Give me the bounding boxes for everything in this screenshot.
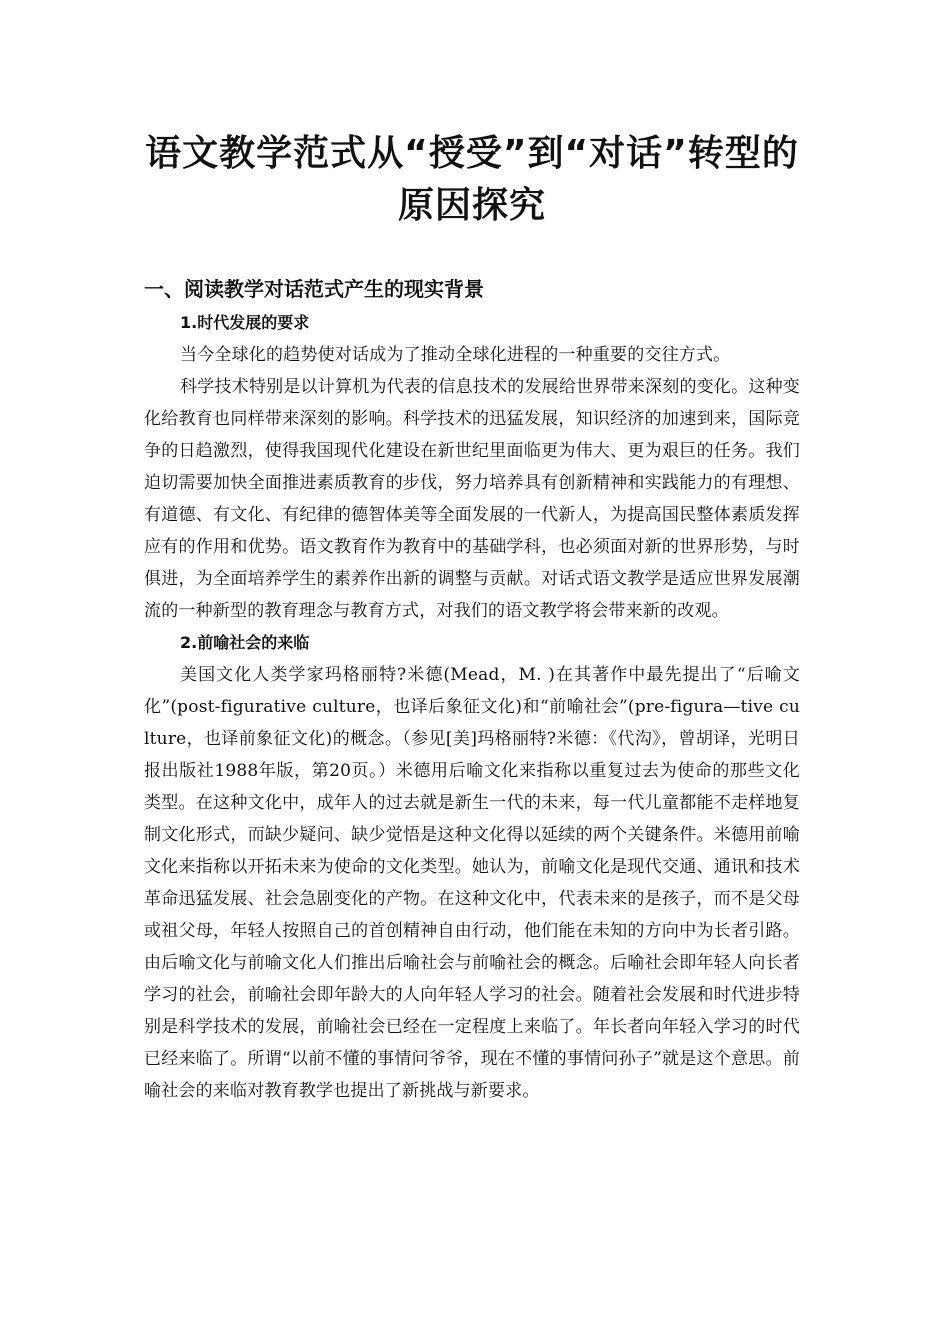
- paragraph: 科学技术特别是以计算机为代表的信息技术的发展给世界带来深刻的变化。这种变化给教育也同样带来深刻的影响。科学技术的迅猛发展，知识经济的加速到来，国际竞争的日趋激烈，使得我国现代化建设在新世纪里面临更为伟大、更为艰巨的任务。我们迫切需要加快全面推进素质教育的步伐，努力培养具有创新精神和实践能力的有理想、有道德、有文化、有纪律的德智体美等全面发展的一代新人，为提高国民整体素质发挥应有的作用和优势。语文教育作为教育中的基础学科，也必须面对新的世界形势，与时俱进，为全面培养学生的素养作出新的调整与贡献。对话式语文教学是适应世界发展潮流的一种新型的教育理念与教育方式，对我们的语文教学将会带来新的改观。: [144, 377, 800, 621]
- paragraph: 当今全球化的趋势使对话成为了推动全球化进程的一种重要的交往方式。: [180, 345, 731, 365]
- section-heading: 一、阅读教学对话范式产生的现实背景: [144, 277, 484, 301]
- subsection-heading: 1.时代发展的要求: [180, 313, 310, 332]
- subsection-heading: 2.前喻社会的来临: [180, 633, 310, 652]
- paragraph: 美国文化人类学家玛格丽特?米德(Mead，M. )在其著作中最先提出了“后喻文化”(post-figurative culture，也译后象征文化)和“前喻社会”(pre-figura—tive culture，也译前象征文化)的概念。（参见[美]玛格丽特?米德：《代沟》，曾胡译，光明日报出版社1988年版，第20页。）米德用后喻文化来指称以重复过去为使命的那些文化类型。在这种文化中，成年人的过去就是新生一代的未来，每一代儿童都能不走样地复制文化形式，而缺少疑问、缺少觉悟是这种文化得以延续的两个关键条件。米德用前喻文化来指称以开拓未来为使命的文化类型。她认为，前喻文化是现代交通、通讯和技术革命迅猛发展、社会急剧变化的产物。在这种文化中，代表未来的是孩子，而不是父母或祖父母，年轻人按照自己的首创精神自由行动，他们能在未知的方向中为长者引路。由后喻文化与前喻文化人们推出后喻社会与前喻社会的概念。后喻社会即年轻人向长者学习的社会，前喻社会即年龄大的人向年轻人学习的社会。随着社会发展和时代进步特别是科学技术的发展，前喻社会已经在一定程度上来临了。年长者向年轻入学习的时代已经来临了。所谓“以前不懂的事情问爷爷，现在不懂的事情问孙子”就是这个意思。前喻社会的来临对教育教学也提出了新挑战与新要求。: [144, 665, 800, 1101]
- document-title: 语文教学范式从“授受”到“对话”转型的原因探究: [145, 133, 799, 226]
- document-page: [144, 0, 800, 1107]
